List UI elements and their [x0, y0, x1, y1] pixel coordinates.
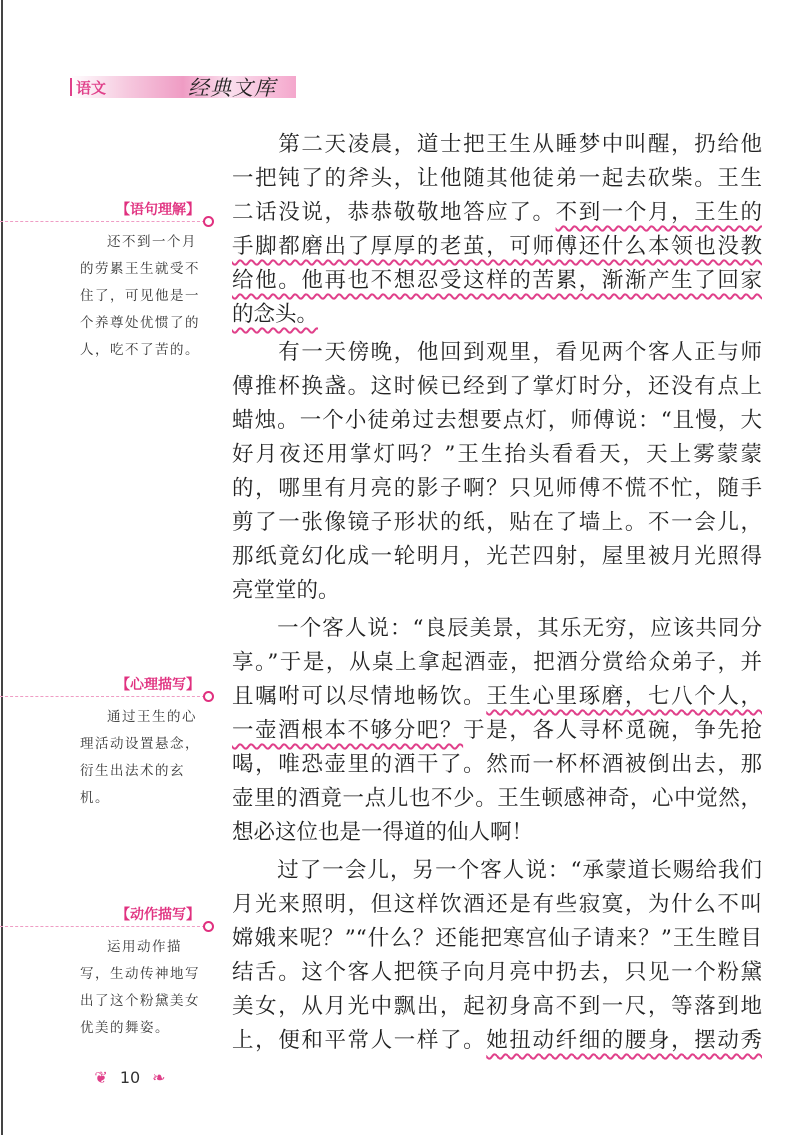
text-line: [232, 264, 762, 298]
text-line: [232, 438, 762, 472]
text-segment: 且嘱咐可以尽情地畅饮。: [232, 684, 487, 709]
text-line: [232, 854, 762, 888]
body-text: [232, 128, 762, 1062]
page-number: 10: [119, 1068, 141, 1087]
text-line: [232, 922, 762, 956]
text-line: [232, 230, 762, 264]
header-bar: [70, 78, 72, 96]
text-segment: 二话没说，恭恭敬敬地答应了。: [232, 200, 556, 225]
text-segment: 一把钝了的斧头，让他随其他徒弟一起去砍柴。王生: [232, 166, 762, 191]
page-footer: [60, 1068, 200, 1087]
text-line: [232, 1024, 762, 1058]
text-line: [232, 540, 762, 574]
paragraph: [232, 854, 762, 1058]
text-segment: 上，便和平常人一样了。: [232, 1028, 487, 1053]
note-divider: [0, 221, 205, 222]
text-segment: 月光来照明，但这样饮酒还是有些寂寞，为什么不叫: [232, 892, 762, 917]
paragraph-gap: [232, 1058, 762, 1062]
text-segment: 好月夜还用掌灯吗？”王生抬头看看天，天上雾蒙蒙: [232, 442, 762, 467]
page-edge: [1, 0, 3, 1135]
text-segment: 喝，唯恐壶里的酒干了。然而一杯杯酒被倒出去，那: [232, 752, 762, 777]
text-segment: 有一天傍晚，他回到观里，看见两个客人正与师: [232, 340, 762, 365]
text-segment: 第二天凌晨，道士把王生从睡梦中叫醒，扔给他: [232, 132, 762, 157]
text-line: [232, 472, 762, 506]
text-segment: 亮堂堂的。: [232, 578, 340, 603]
text-segment: 一个客人说：“良辰美景，其乐无穷，应该共同分: [232, 616, 762, 641]
text-line: [232, 680, 762, 714]
text-line: [232, 128, 762, 162]
text-line: [232, 370, 762, 404]
text-line: [232, 196, 762, 230]
paragraph: [232, 612, 762, 850]
text-line: [232, 162, 762, 196]
annotated-phrase: 给他。他再也不想忍受这样的苦累，渐渐产生了回家: [232, 268, 762, 293]
text-line: [232, 506, 762, 540]
note-dot-icon: [203, 921, 214, 932]
text-segment: 傅推杯换盏。这时候已经到了掌灯时分，还没有点上: [232, 374, 762, 399]
text-line: [232, 574, 762, 608]
ornament-left-icon: ❦: [94, 1068, 108, 1087]
header-subject: 语文: [76, 79, 107, 97]
note-title: 【动作描写】: [116, 907, 200, 923]
text-line: [232, 956, 762, 990]
text-segment: 于是，各人寻杯觅碗，争先抢: [463, 718, 762, 743]
annotated-phrase: 不到一个月，王生的: [555, 200, 762, 225]
text-line: [232, 612, 762, 646]
text-line: [232, 646, 762, 680]
paragraph: [232, 336, 762, 608]
ornament-right-icon: ❧: [152, 1068, 166, 1087]
text-segment: 结舌。这个客人把筷子向月亮中扔去，只见一个粉黛: [232, 960, 762, 985]
annotated-phrase: 一壶酒根本不够分吧？: [232, 718, 464, 743]
paragraph: [232, 128, 762, 332]
note-body: 运用动作描写，生动传神地写出了这个粉黛美女优美的舞姿。: [80, 939, 200, 1036]
text-segment: 那纸竟幻化成一轮明月，光芒四射，屋里被月光照得: [232, 544, 762, 569]
running-header: [70, 76, 296, 98]
annotated-phrase: 的念头。: [232, 302, 319, 327]
note-dot-icon: [203, 691, 214, 702]
annotated-phrase: 手脚都磨出了厚厚的老茧，可师傅还什么本领也没教: [232, 234, 762, 259]
text-segment: 享。”于是，从桌上拿起酒壶，把酒分赏给众弟子，并: [232, 650, 762, 675]
text-segment: 蜡烛。一个小徒弟过去想要点灯，师傅说：“且慢，大: [232, 408, 762, 433]
text-segment: 想必这位也是一得道的仙人啊！: [232, 820, 534, 845]
note-title: 【心理描写】: [116, 677, 200, 693]
header-series-title: 经典文库: [188, 76, 276, 100]
text-line: [232, 404, 762, 438]
note-dot-icon: [203, 216, 214, 227]
text-segment: 美女，从月光中飘出，起初身高不到一尺，等落到地: [232, 994, 762, 1019]
note-body: 还不到一个月的劳累王生就受不住了，可见他是一个养尊处优惯了的人，吃不了苦的。: [80, 234, 200, 358]
text-line: [232, 336, 762, 370]
text-segment: 剪了一张像镜子形状的纸，贴在了墙上。不一会儿，: [232, 510, 762, 535]
text-line: [232, 748, 762, 782]
text-line: [232, 990, 762, 1024]
annotated-phrase: 她扭动纤细的腰身，摆动秀: [486, 1028, 762, 1053]
text-line: [232, 782, 762, 816]
text-segment: 嫦娥来呢？”“什么？还能把寒宫仙子请来？”王生瞠目: [232, 926, 762, 951]
annotated-phrase: 王生心里琢磨，七八个人，: [486, 684, 762, 709]
text-line: [232, 888, 762, 922]
text-segment: 的，哪里有月亮的影子啊？只见师傅不慌不忙，随手: [232, 476, 762, 501]
text-line: [232, 714, 762, 748]
text-line: [232, 298, 762, 332]
note-title: 【语句理解】: [116, 202, 200, 218]
text-line: [232, 816, 762, 850]
text-segment: 过了一会儿，另一个客人说：“承蒙道长赐给我们: [232, 858, 762, 883]
text-segment: 壶里的酒竟一点儿也不少。王生顿感神奇，心中觉然，: [232, 786, 762, 811]
note-body: 通过王生的心理活动设置悬念，衍生出法术的玄机。: [80, 709, 200, 806]
note-divider: [0, 696, 205, 697]
note-divider: [0, 926, 205, 927]
